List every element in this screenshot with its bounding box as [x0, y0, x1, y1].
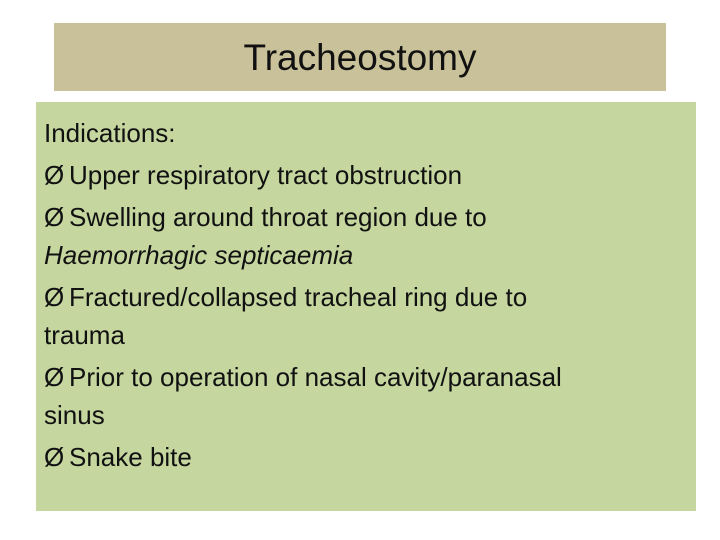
bullet-continuation: sinus	[44, 400, 105, 430]
bullet-item-1	[44, 154, 688, 196]
arrow-bullet-icon: Ø	[44, 282, 65, 312]
arrow-bullet-icon: Ø	[44, 362, 65, 392]
bullet-item-4	[44, 356, 688, 398]
bullet-continuation: Haemorrhagic septicaemia	[44, 240, 354, 270]
bullet-text: Fractured/collapsed tracheal ring due to	[69, 282, 528, 312]
arrow-bullet-icon: Ø	[44, 442, 65, 472]
slide-title: Tracheostomy	[243, 36, 477, 78]
bullet-continuation: trauma	[44, 320, 125, 350]
bullet-item-5	[44, 436, 688, 478]
content-panel	[36, 102, 696, 511]
bullet-text: Upper respiratory tract obstruction	[69, 160, 463, 190]
bullet-text: Prior to operation of nasal cavity/paranasal	[69, 362, 562, 392]
bullet-text: Swelling around throat region due to	[69, 202, 487, 232]
title-banner	[54, 23, 666, 91]
bullet-item-2	[44, 196, 688, 238]
arrow-bullet-icon: Ø	[44, 160, 65, 190]
indications-heading: Indications:	[44, 118, 176, 148]
bullet-item-3	[44, 276, 688, 318]
arrow-bullet-icon: Ø	[44, 202, 65, 232]
bullet-text: Snake bite	[69, 442, 192, 472]
